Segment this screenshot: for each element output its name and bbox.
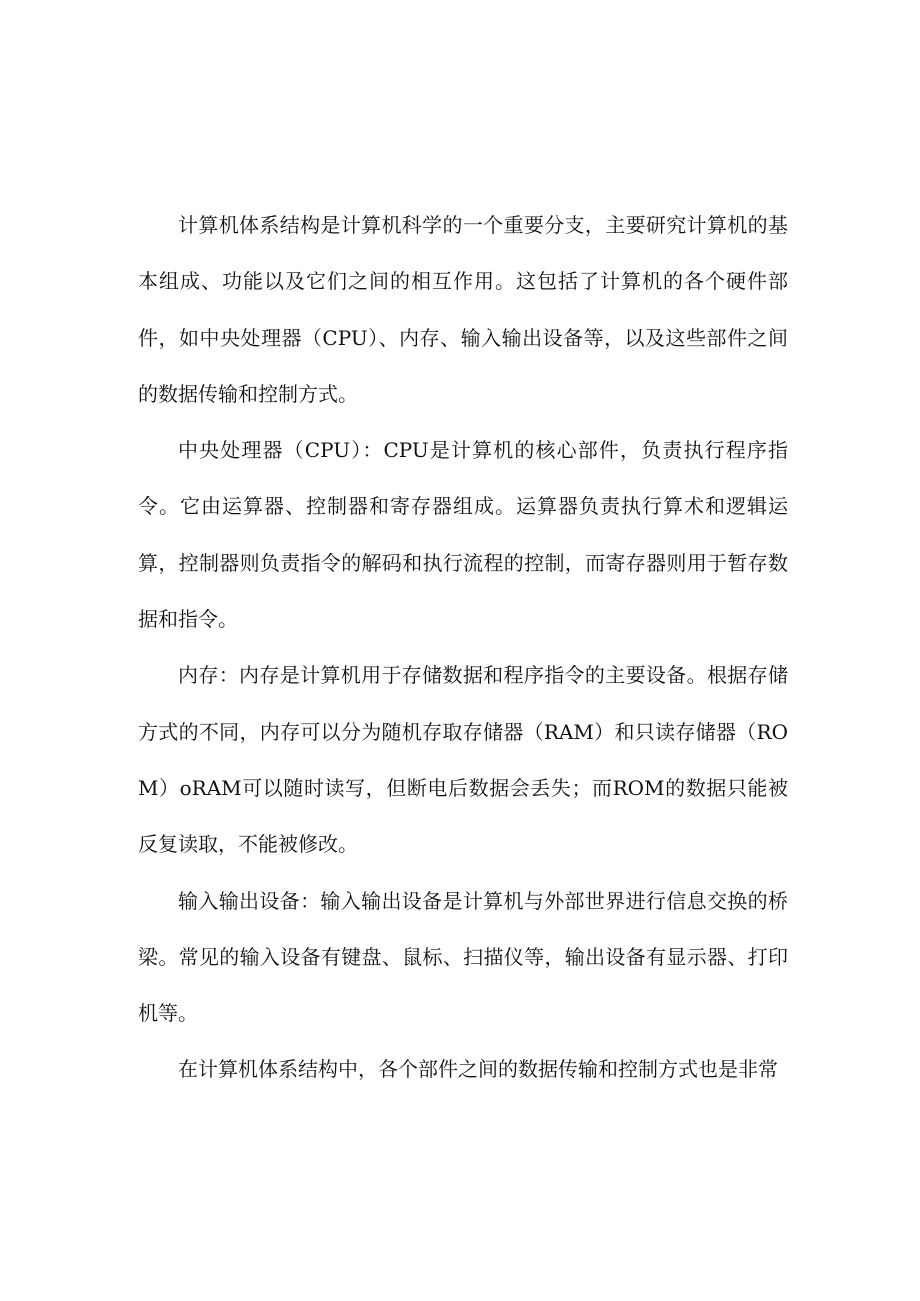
paragraph-io-devices: 输入输出设备：输入输出设备是计算机与外部世界进行信息交换的桥梁。常见的输入设备有键盘、鼠标、扫描仪等，输出设备有显示器、打印机等。: [138, 888, 788, 1026]
paragraph-cpu: 中央处理器（CPU）：CPU是计算机的核心部件，负责执行程序指令。它由运算器、控制器和寄存器组成。运算器负责执行算术和逻辑运算，控制器则负责指令的解码和执行流程的控制，而寄存器则用于暂存数据和指令。: [138, 438, 788, 632]
document-body: [138, 197, 788, 1098]
paragraph-memory: 内存：内存是计算机用于存储数据和程序指令的主要设备。根据存储方式的不同，内存可以分为随机存取存储器（RAM）和只读存储器（ROM）oRAM可以随时读写，但断电后数据会丢失；而ROM的数据只能被反复读取，不能被修改。: [138, 663, 788, 857]
paragraph-data-transfer: 在计算机体系结构中，各个部件之间的数据传输和控制方式也是非常: [178, 1057, 778, 1082]
paragraph-architecture-intro: 计算机体系结构是计算机科学的一个重要分支，主要研究计算机的基本组成、功能以及它们之间的相互作用。这包括了计算机的各个硬件部件，如中央处理器（CPU）、内存、输入输出设备等，以及这些部件之间的数据传输和控制方式。: [138, 213, 788, 406]
